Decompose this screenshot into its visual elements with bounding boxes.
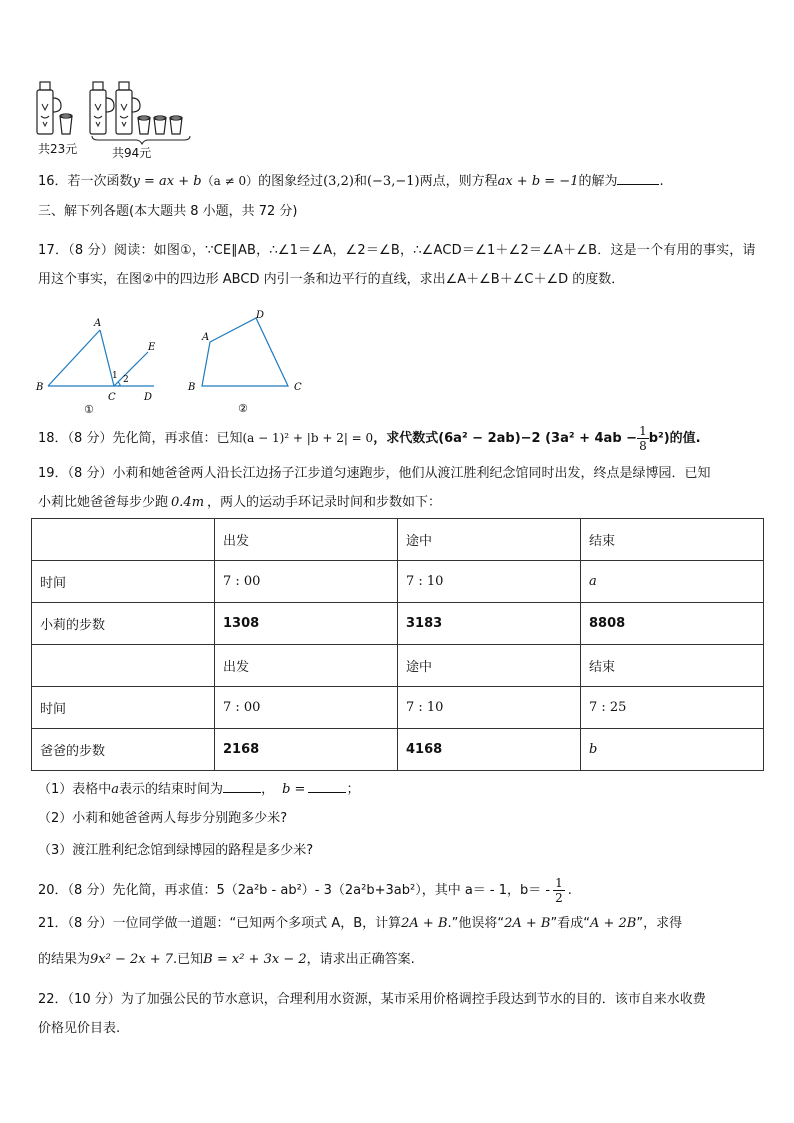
thermos-bottle-icon	[116, 82, 140, 134]
q21-line1-a: 21．（8 分）一位同学做一道题：“已知两个多项式 A，B，计算	[38, 916, 402, 931]
table-cell: 2168	[215, 729, 398, 771]
table-cell: 7 : 10	[398, 561, 581, 603]
fig1-label-b: B	[36, 382, 44, 393]
q18-fraction	[637, 424, 649, 453]
answer-blank	[223, 780, 261, 793]
fig1-label-e: E	[148, 342, 156, 353]
cup-icon	[170, 116, 182, 134]
table-row	[32, 687, 764, 729]
table-cell: 1308	[215, 603, 398, 645]
q18-frac-den: 8	[639, 439, 647, 453]
table-row	[32, 645, 764, 687]
question-19-line1: 19．（8 分）小莉和她爸爸两人沿长江边扬子江步道匀速跑步，他们从渡江胜利纪念馆同时出发，终点是绿博园．已知	[38, 466, 711, 481]
table-cell: 结束	[581, 519, 764, 561]
q20-frac-den: 2	[555, 891, 563, 905]
q21-expr-1: 2A + B	[401, 916, 448, 931]
answer-blank	[617, 172, 659, 185]
table-cell: 4168	[398, 729, 581, 771]
question-18	[38, 424, 701, 453]
table-row	[32, 519, 764, 561]
q16-mid1: 的图象经过	[258, 174, 324, 189]
table-cell	[32, 519, 215, 561]
table-cell	[32, 645, 215, 687]
question-21-line2	[38, 951, 415, 969]
cup-icon	[60, 114, 72, 134]
figure-2-quadrilateral	[184, 306, 309, 418]
q20-end: .	[567, 883, 572, 898]
q16-point1: (3,2)	[323, 174, 354, 189]
table-cell: 7 : 10	[398, 687, 581, 729]
q16-prefix: 16．若一次函数	[38, 174, 133, 189]
fig2-label-d: D	[256, 310, 265, 321]
table-cell: 爸爸的步数	[32, 729, 215, 771]
q16-suffix: 的解为	[578, 174, 618, 189]
fig1-label-c: C	[108, 392, 116, 403]
q21-line2-a: 的结果为	[38, 952, 91, 967]
question-19-sub1	[38, 780, 359, 799]
fig2-label-b: B	[188, 382, 196, 393]
q19-sub1-e: ；	[346, 782, 360, 797]
table-cell: 小莉的步数	[32, 603, 215, 645]
q19-sub1-d: b =	[282, 782, 306, 797]
table-cell: 出发	[215, 519, 398, 561]
figure-label-right: 共94元	[112, 146, 152, 160]
fig1-label-d: D	[144, 392, 153, 403]
fig2-label-c: C	[294, 382, 302, 393]
table-cell: b	[581, 729, 764, 771]
fig1-label-a: A	[94, 318, 102, 329]
q19-sub1-c: ，	[261, 782, 275, 797]
thermos-bottle-icon	[90, 82, 114, 134]
q18-condition: (a − 1)² + |b + 2| = 0	[242, 431, 374, 445]
table-cell: 时间	[32, 687, 215, 729]
table-cell: 途中	[398, 519, 581, 561]
q21-line1-b: .”他误将“	[447, 916, 505, 931]
table-cell: 结束	[581, 645, 764, 687]
table-row	[32, 561, 764, 603]
question-19-sub2: （2）小莉和她爸爸两人每步分别跑多少米?	[38, 811, 288, 826]
brace-line	[92, 136, 190, 144]
q19-sub1-var: a	[111, 782, 120, 797]
question-19-line2	[38, 494, 441, 512]
q16-equation: ax + b = −1	[497, 174, 579, 189]
q19-distance-value: 0.4m	[171, 495, 205, 510]
question-20	[38, 876, 572, 905]
steps-table	[31, 518, 764, 771]
q18-expression: ，求代数式(6a² − 2ab)−2 (3a² + 4ab −	[373, 431, 638, 446]
answer-blank	[308, 780, 346, 793]
table-cell: a	[581, 561, 764, 603]
question-22-line1: 22．（10 分）为了加强公民的节水意识，合理利用水资源，某市采用价格调控手段达到节水的目的．该市自来水收费	[38, 992, 706, 1007]
table-cell: 7 : 25	[581, 687, 764, 729]
question-17-line1: 17．（8 分）阅读：如图①，∵CE∥AB，∴∠1＝∠A，∠2＝∠B，∴∠ACD＝∠1＋∠2＝∠A＋∠B．这是一个有用的事实，请	[38, 243, 756, 258]
q21-expr-2: 2A + B	[504, 916, 551, 931]
fig2-label-a: A	[202, 332, 210, 343]
table-cell: 3183	[398, 603, 581, 645]
question-17-line2: 用这个事实，在图②中的四边形 ABCD 内引一条和边平行的直线，求出∠A＋∠B＋∠C＋∠D 的度数．	[38, 272, 625, 287]
fig1-angle-2: 2	[123, 375, 129, 385]
q19-line2-a: 小莉比她爸爸每步少跑	[38, 495, 169, 510]
q20-frac-num: 1	[555, 876, 563, 890]
q21-expr-5: B = x² + 3x − 2	[203, 952, 307, 967]
q16-point2: (−3,−1)	[366, 174, 420, 189]
figure-label-left: 共23元	[38, 142, 78, 156]
q20-text: 20．（8 分）先化简，再求值：5（2a²b - ab²）- 3（2a²b+3ab²），其中 a＝ - 1，b＝ -	[38, 883, 551, 898]
table-cell: 出发	[215, 645, 398, 687]
q16-end: .	[659, 174, 664, 189]
figure-1-triangle	[34, 310, 164, 418]
table-cell: 7 : 00	[215, 687, 398, 729]
q21-line2-b: .已知	[173, 952, 204, 967]
q16-function: y = ax + b	[132, 174, 202, 189]
q21-line2-c: ，请求出正确答案.	[306, 952, 415, 967]
question-21-line1	[38, 915, 682, 933]
q19-line2-b: ，两人的运动手环记录时间和步数如下：	[207, 495, 442, 510]
table-row	[32, 603, 764, 645]
q16-mid2: 两点，则方程	[419, 174, 498, 189]
section-3-heading: 三、解下列各题(本大题共 8 小题，共 72 分)	[38, 204, 298, 219]
question-22-line2: 价格见价目表.	[38, 1021, 121, 1036]
table-cell: 途中	[398, 645, 581, 687]
q16-and: 和	[353, 174, 367, 189]
question-19-sub3: （3）渡江胜利纪念馆到绿博园的路程是多少米?	[38, 843, 314, 858]
question-16	[38, 172, 664, 191]
q16-condition: （a ≠ 0）	[201, 174, 259, 188]
table-row	[32, 729, 764, 771]
q18-frac-num: 1	[639, 424, 647, 438]
q21-line1-d: ”，求得	[636, 916, 683, 931]
cup-icon	[138, 116, 150, 134]
q19-sub1-b: 表示的结束时间为	[119, 782, 224, 797]
fig2-caption: ②	[238, 402, 248, 415]
q21-expr-4: 9x² − 2x + 7	[90, 952, 174, 967]
q18-tail: b²)的值.	[648, 431, 701, 446]
thermos-bottle-icon	[37, 82, 61, 134]
fig1-angle-1: 1	[112, 371, 118, 381]
q19-sub1-a: （1）表格中	[38, 782, 112, 797]
table-cell: 时间	[32, 561, 215, 603]
q21-line1-c: ”看成“	[550, 916, 590, 931]
cup-icon	[154, 116, 166, 134]
q20-fraction	[553, 876, 565, 905]
table-cell: 7 : 00	[215, 561, 398, 603]
q21-expr-3: A + 2B	[589, 916, 637, 931]
table-cell: 8808	[581, 603, 764, 645]
fig1-caption: ①	[84, 403, 94, 416]
q18-prefix: 18．（8 分）先化简，再求值：已知	[38, 431, 243, 446]
